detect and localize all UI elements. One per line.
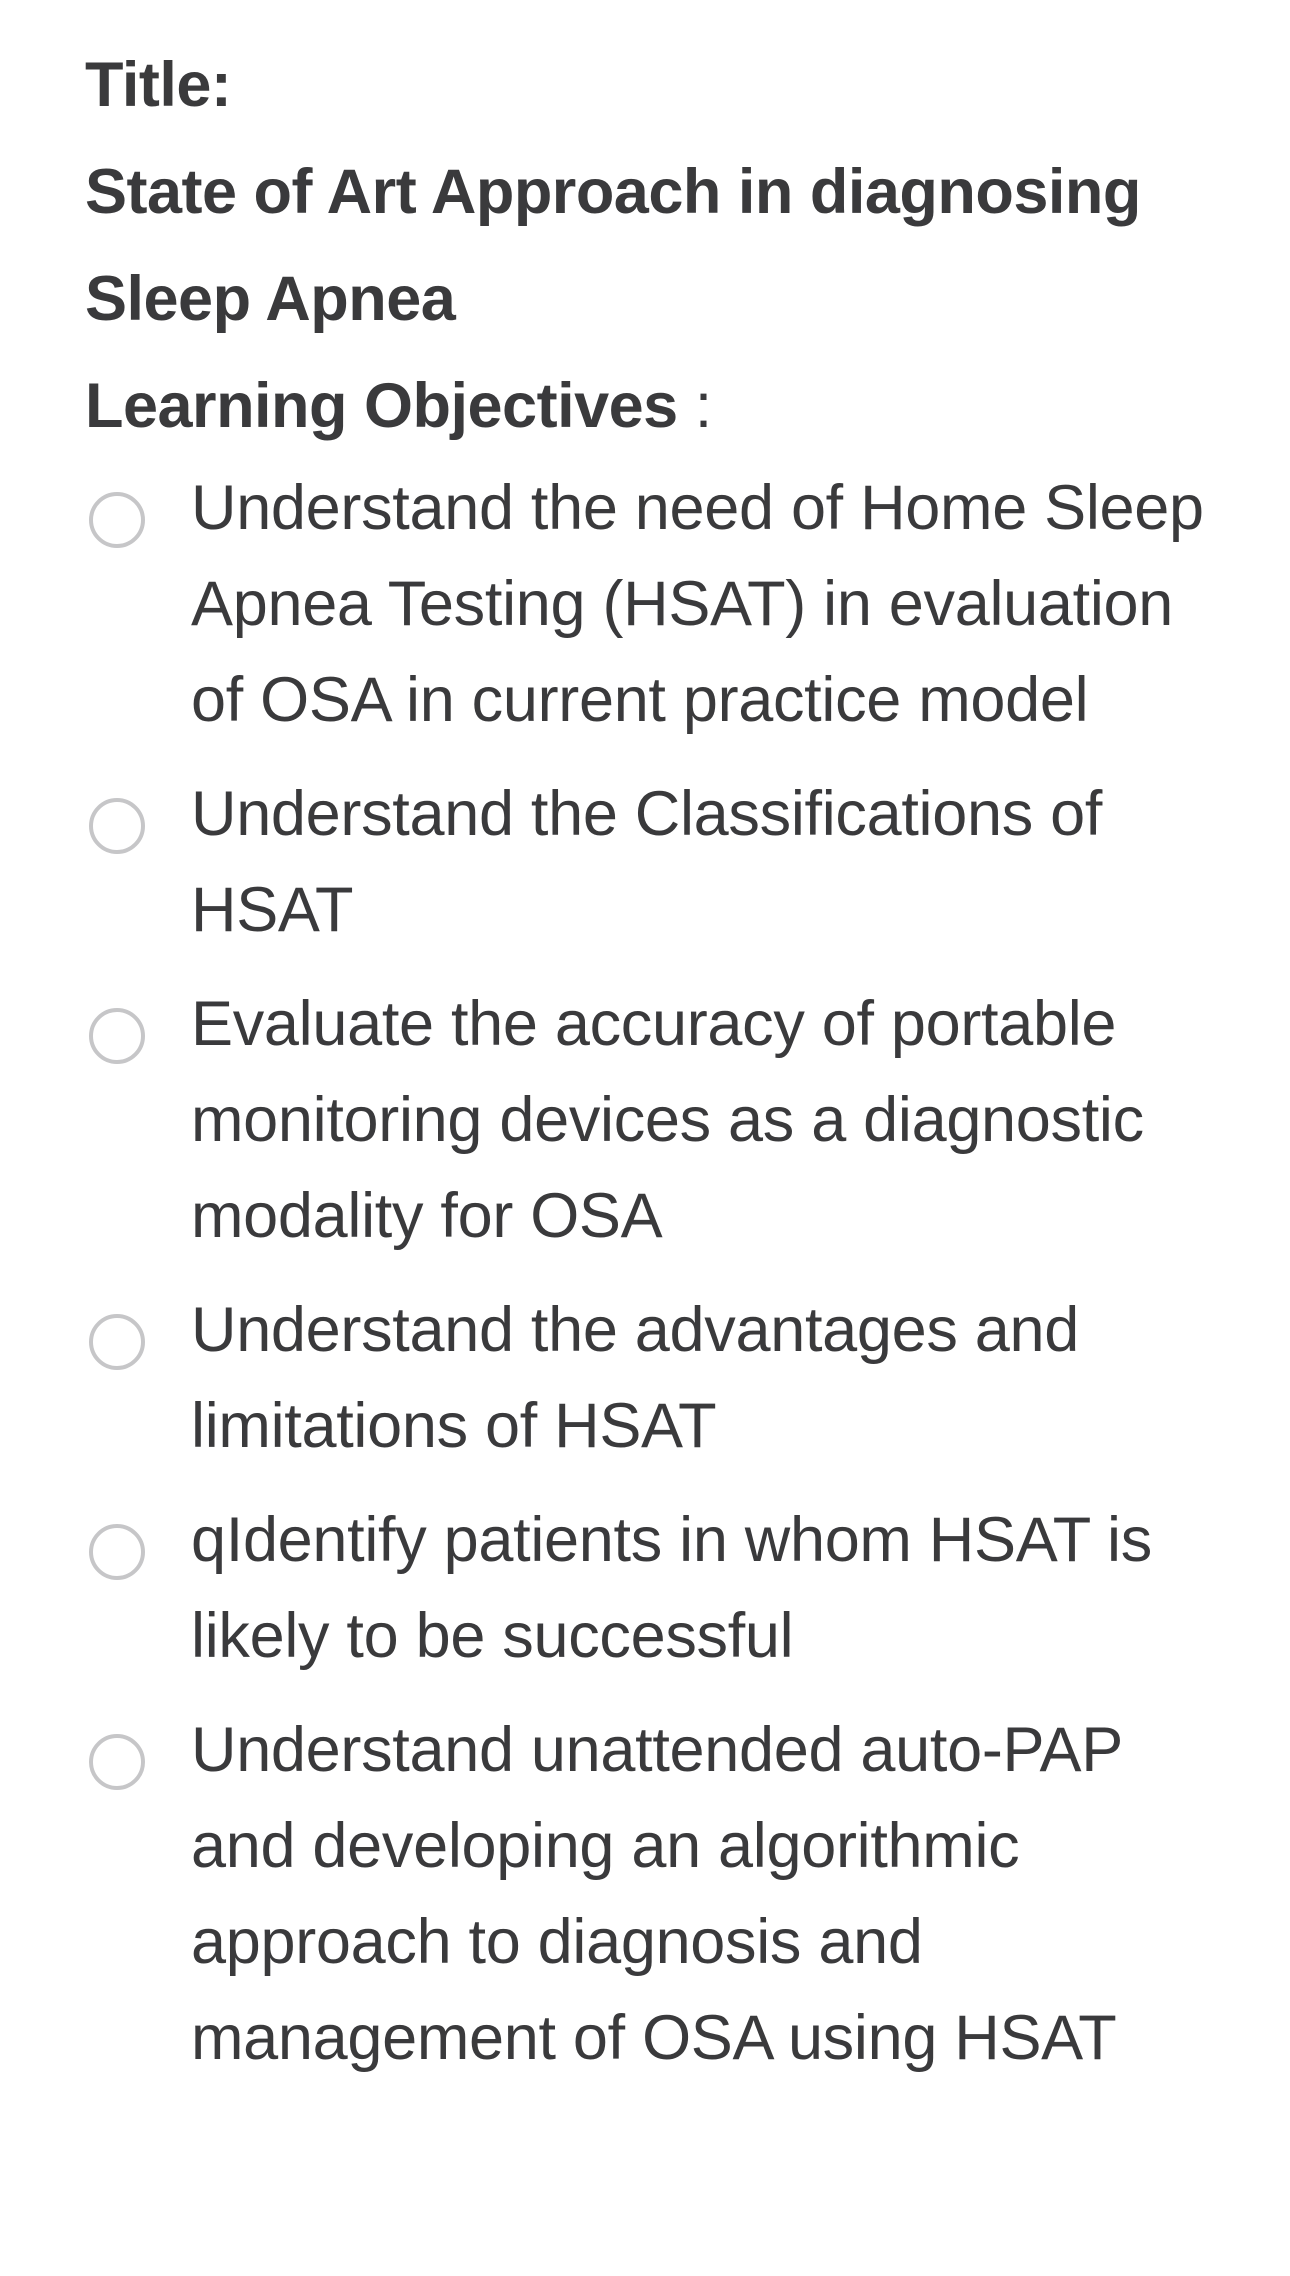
checkbox-circle-icon[interactable] [89,798,145,854]
checklist-item [85,1492,1265,1684]
checklist-item-text[interactable]: Understand the need of Home Sleep Apnea Testing (HSAT) in evaluation of OSA in current practice model [191,473,1204,735]
title-label: Title: [85,50,232,120]
title-line-1: State of Art Approach in diagnosing [85,157,1141,227]
checklist-item [85,1702,1265,2086]
checkbox-circle-icon[interactable] [89,492,145,548]
title-line-2: Sleep Apnea [85,264,456,334]
checklist-item [85,1282,1265,1474]
checklist-item-text[interactable]: Evaluate the accuracy of portable monitoring devices as a diagnostic modality for OSA [191,989,1144,1251]
checklist-item-text[interactable]: Understand unattended auto-PAP and developing an algorithmic approach to diagnosis and management of OSA using HSAT [191,1715,1122,2073]
checklist-item [85,460,1265,748]
objectives-colon: : [677,371,712,441]
checklist-item [85,976,1265,1264]
checkbox-circle-icon[interactable] [89,1524,145,1580]
checklist-item [85,766,1265,958]
checklist-item-text[interactable]: Understand the advantages and limitations of HSAT [191,1295,1079,1461]
note-body[interactable] [85,32,1265,2104]
checklist-item-text[interactable]: Understand the Classifications of HSAT [191,779,1103,945]
objectives-heading [85,353,1265,460]
checkbox-circle-icon[interactable] [89,1008,145,1064]
checkbox-circle-icon[interactable] [89,1734,145,1790]
objectives-label: Learning Objectives [85,371,678,441]
checklist-item-text[interactable]: qIdentify patients in whom HSAT is likely to be successful [191,1505,1152,1671]
checklist [85,460,1265,2086]
checkbox-circle-icon[interactable] [89,1314,145,1370]
